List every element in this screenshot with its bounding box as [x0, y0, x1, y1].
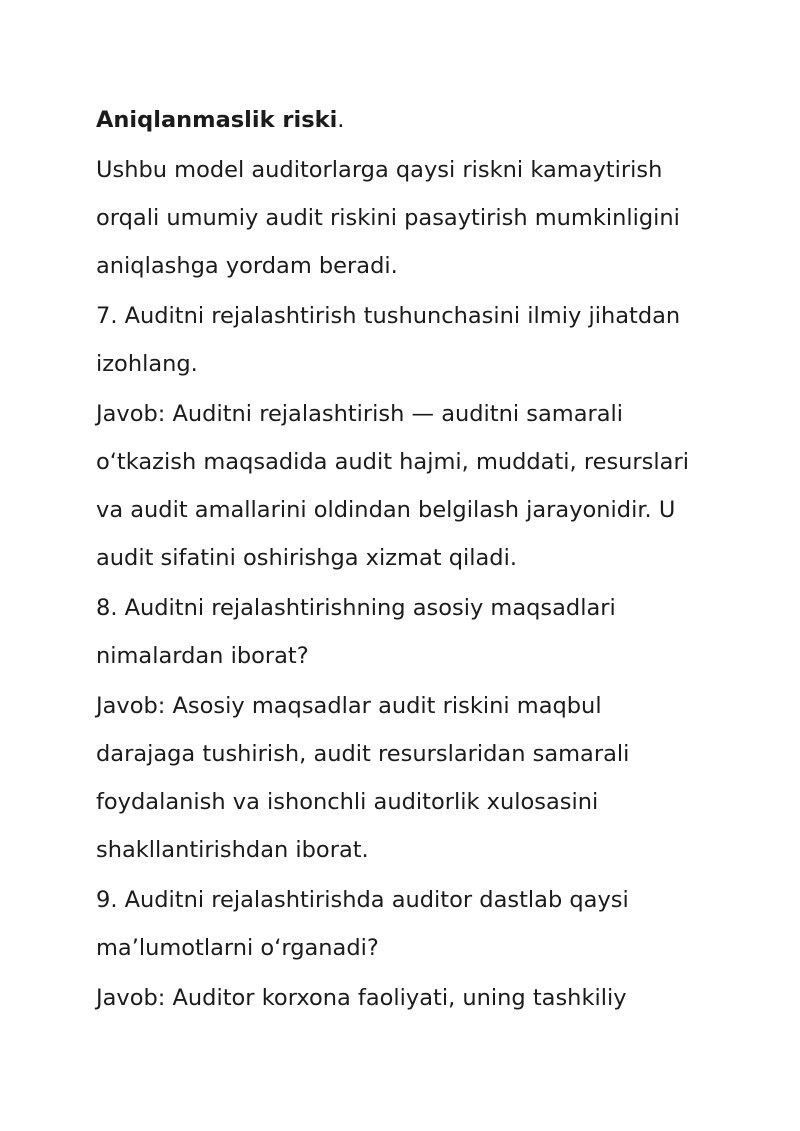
paragraph-model-explanation: Ushbu model auditorlarga qaysi riskni kamaytirish orqali umumiy audit riskini pasaytirish mumkinligini aniqlashga yordam beradi. [96, 157, 680, 279]
answer-9: Javob: Auditor korxona faoliyati, uning tashkiliy [96, 985, 627, 1011]
section-heading [96, 96, 706, 144]
question-8: 8. Auditni rejalashtirishning asosiy maqsadlari nimalardan iborat? [96, 595, 616, 669]
answer-7: Javob: Auditni rejalashtirish — auditni samarali o‘tkazish maqsadida audit hajmi, muddati, resurslari va audit amallarini oldindan belgilash jarayonidir. U audit sifatini oshirishga xizmat qiladi. [96, 401, 689, 571]
document-page [96, 96, 706, 1024]
question-9: 9. Auditni rejalashtirishda auditor dastlab qaysi ma’lumotlarni o‘rganadi? [96, 887, 629, 961]
heading-trailing-period: . [337, 107, 345, 133]
answer-8: Javob: Asosiy maqsadlar audit riskini maqbul darajaga tushirish, audit resurslaridan samarali foydalanish va ishonchli auditorlik xulosasini shakllantirishdan iborat. [96, 693, 630, 863]
heading-bold-text: Aniqlanmaslik riski [96, 107, 338, 133]
question-7: 7. Auditni rejalashtirish tushunchasini ilmiy jihatdan izohlang. [96, 303, 681, 377]
